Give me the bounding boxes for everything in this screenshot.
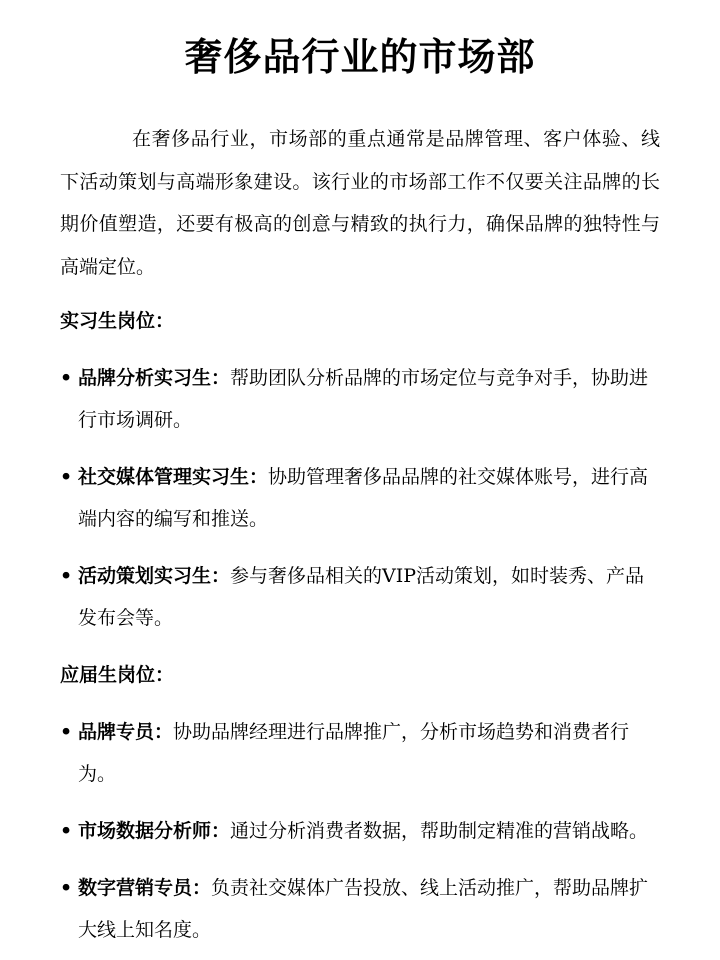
list-item-social-media-intern xyxy=(60,456,660,540)
item-description: 参与奢侈品相关的VIP活动策划，如时装秀、产品发布会等。 xyxy=(78,565,645,629)
list-item-market-data-analyst xyxy=(60,810,660,852)
item-separator: ： xyxy=(249,466,269,488)
item-term: 社交媒体管理实习生 xyxy=(78,466,250,488)
page-title: 奢侈品行业的市场部 xyxy=(184,35,536,79)
item-description: 负责社交媒体广告投放、线上活动推广，帮助品牌扩大线上知名度。 xyxy=(78,877,649,941)
item-description: 协助品牌经理进行品牌推广，分析市场趋势和消费者行为。 xyxy=(78,721,630,785)
item-term: 活动策划实习生 xyxy=(78,565,212,587)
list-item-brand-specialist xyxy=(60,711,660,795)
list-item-brand-analysis-intern xyxy=(60,357,660,441)
section-graduates xyxy=(60,654,660,951)
item-term: 品牌专员 xyxy=(78,721,155,743)
bullet-icon: • xyxy=(60,367,73,389)
intro-paragraph: 在奢侈品行业，市场部的重点通常是品牌管理、客户体验、线下活动策划与高端形象建设。该行业的市场部工作不仅要关注品牌的长期价值塑造，还要有极高的创意与精致的执行力，确保品牌的独特性与高端定位。 xyxy=(60,128,660,278)
bullet-icon: • xyxy=(60,466,73,488)
item-separator: ： xyxy=(154,721,174,743)
bullet-icon: • xyxy=(60,877,73,899)
item-separator: ： xyxy=(211,820,231,842)
section-heading-internships: 实习生岗位： xyxy=(60,310,175,332)
item-term: 数字营销专员 xyxy=(78,877,193,899)
internship-list xyxy=(60,357,660,639)
graduate-list xyxy=(60,711,660,951)
item-term: 品牌分析实习生 xyxy=(78,367,212,389)
item-description: 通过分析消费者数据，帮助制定精准的营销战略。 xyxy=(230,820,649,842)
item-separator: ： xyxy=(211,367,231,389)
bullet-icon: • xyxy=(60,565,73,587)
item-separator: ： xyxy=(211,565,231,587)
bullet-icon: • xyxy=(60,820,73,842)
item-term: 市场数据分析师 xyxy=(78,820,212,842)
section-internships xyxy=(60,300,660,639)
item-description: 帮助团队分析品牌的市场定位与竞争对手，协助进行市场调研。 xyxy=(78,367,649,431)
bullet-icon: • xyxy=(60,721,73,743)
item-separator: ： xyxy=(192,877,212,899)
section-heading-graduates: 应届生岗位： xyxy=(60,664,175,686)
item-description: 协助管理奢侈品品牌的社交媒体账号，进行高端内容的编写和推送。 xyxy=(78,466,649,530)
list-item-event-planning-intern xyxy=(60,555,660,639)
list-item-digital-marketing-specialist xyxy=(60,867,660,951)
